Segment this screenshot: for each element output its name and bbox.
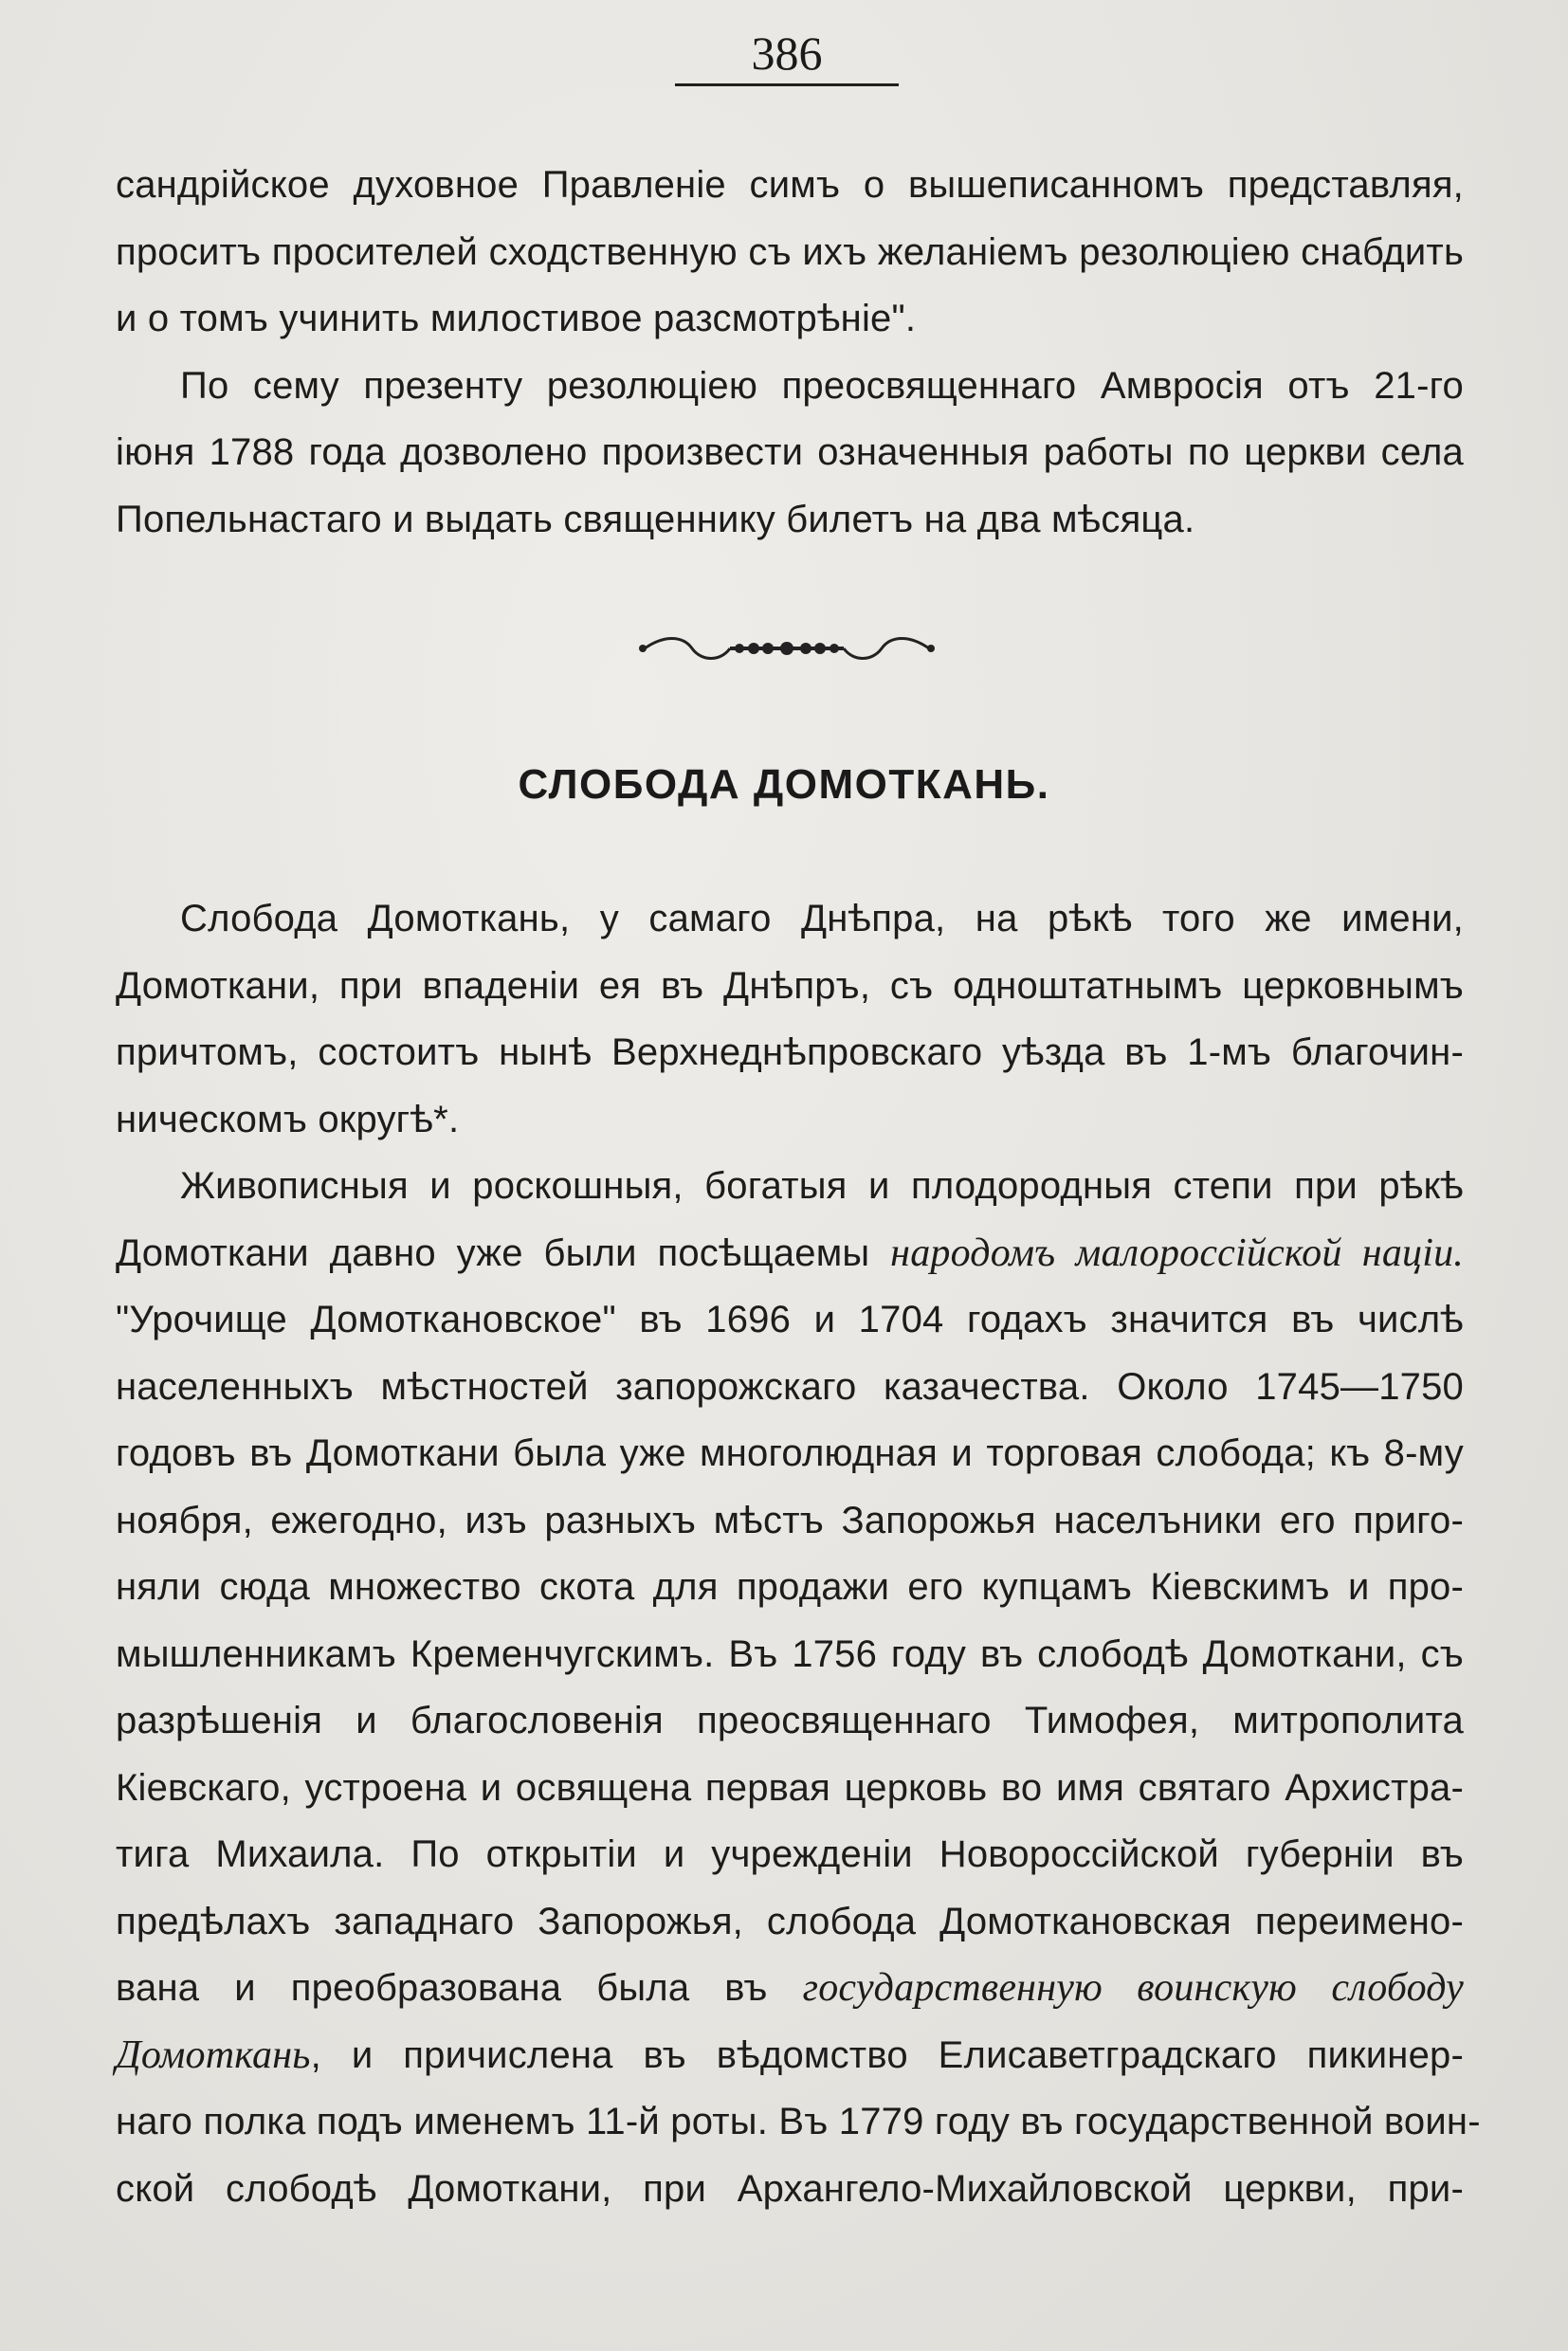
text-line: годовъ въ Домоткани была уже многолюдная и торговая слобода; къ 8-му — [116, 1432, 1464, 1474]
text-line: няли сюда множество скота для продажи его купцамъ Кіевскимъ и про- — [116, 1566, 1464, 1608]
text-line: Попельнастаго и выдать священнику билетъ на два мѣсяца. — [116, 498, 1195, 540]
text-line — [116, 1955, 1464, 2022]
paragraph-continuation — [116, 152, 1464, 553]
text-line: іюня 1788 года дозволено произвести означенныя работы по церкви села — [116, 431, 1464, 473]
text-line: Живописныя и роскошныя, богатыя и плодородныя степи при рѣкѣ — [180, 1165, 1464, 1207]
text-line: предѣлахъ западнаго Запорожья, слобода Домоткановская переимено- — [116, 1900, 1464, 1942]
text-line: Кіевскаго, устроена и освящена первая церковь во имя святаго Архистра- — [116, 1766, 1464, 1809]
text-line — [116, 2022, 1464, 2089]
text-line: причтомъ, состоитъ нынѣ Верхнеднѣпровскаго уѣзда въ 1-мъ благочин- — [116, 1031, 1464, 1073]
page-number-rule — [675, 83, 899, 86]
text-line: Слобода Домоткань, у самаго Днѣпра, на рѣкѣ того же имени, — [180, 898, 1464, 939]
text-line: населенныхъ мѣстностей запорожскаго казачества. Около 1745—1750 — [116, 1365, 1464, 1408]
text-line: По сему презенту резолюціею преосвященнаго Амвросія отъ 21-го — [180, 364, 1464, 407]
text-line: наго полка подъ именемъ 11-й роты. Въ 1779 году въ государственной воин- — [116, 2101, 1481, 2142]
text-line: мышленникамъ Кременчугскимъ. Въ 1756 году въ слободѣ Домоткани, съ — [116, 1632, 1464, 1675]
italic-phrase: государственную воинскую слободу — [802, 1966, 1464, 2010]
text-line: проситъ просителей сходственную съ ихъ желаніемъ резолюціею снабдить — [116, 230, 1464, 273]
text-line: и о томъ учинить милостивое разсмотрѣніе". — [116, 298, 917, 339]
text-segment: Домоткани давно уже были посѣщаемы — [116, 1231, 891, 1274]
text-segment: вана и преобразована была въ — [116, 1967, 803, 2009]
text-line — [116, 1220, 1464, 1287]
italic-phrase: Домоткань — [116, 2032, 311, 2077]
ornament-divider — [635, 629, 939, 667]
text-line: Домоткани, при впаденіи ея въ Днѣпръ, съ одноштатнымъ церковнымъ — [116, 964, 1464, 1007]
italic-phrase: народомъ малороссійской націи. — [890, 1230, 1464, 1275]
text-line: разрѣшенія и благословенія преосвященнаго Тимофея, митрополита — [116, 1700, 1464, 1741]
paragraph-history — [116, 1153, 1481, 2222]
text-line: ской слободѣ Домоткани, при Архангело-Михайловской церкви, при- — [116, 2167, 1464, 2210]
page-number: 386 — [751, 27, 823, 80]
text-segment: , и причислена въ вѣдомство Елисаветградскаго пикинер- — [310, 2033, 1464, 2076]
text-line: ническомъ округѣ*. — [116, 1098, 460, 1140]
text-line: ноября, ежегодно, изъ разныхъ мѣстъ Запорожья населъники его приго- — [116, 1499, 1464, 1541]
text-line: "Урочище Домоткановское" въ 1696 и 1704 годахъ значится въ числѣ — [116, 1299, 1464, 1340]
section-heading: СЛОБОДА ДОМОТКАНЬ. — [518, 761, 1050, 808]
text-line: сандрійское духовное Правленіе симъ о вышеписанномъ представляя, — [116, 164, 1464, 206]
text-line: тига Михаила. По открытіи и учрежденіи Новороссійской губерніи въ — [116, 1833, 1464, 1875]
paragraph-intro — [116, 885, 1464, 1153]
